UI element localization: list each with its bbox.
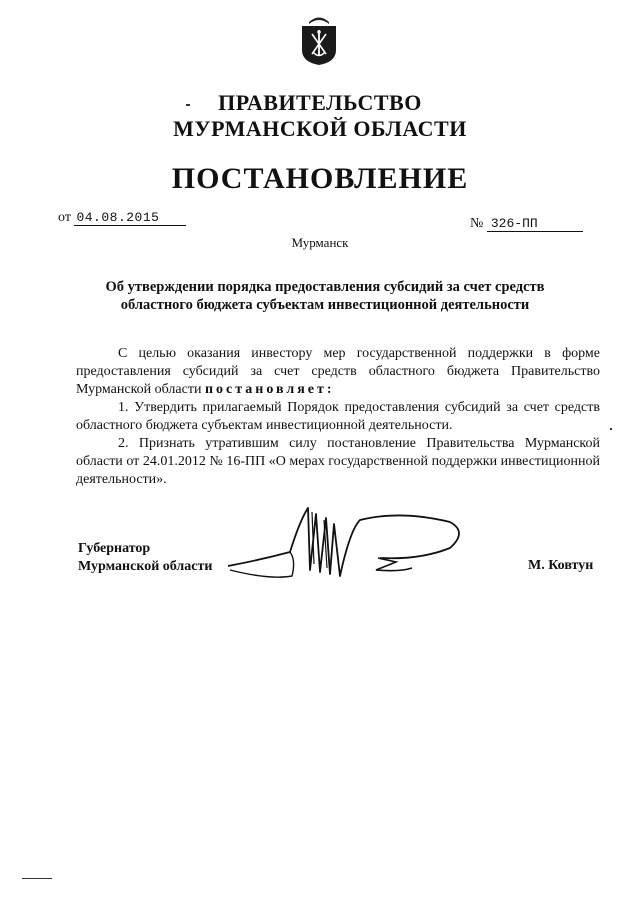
intro-paragraph: [76, 345, 600, 399]
signer-position-line2: Мурманской области: [78, 559, 213, 574]
number-label: №: [470, 216, 484, 231]
subject-line1: Об утверждении порядка предоставления субсидий за счет средств: [105, 279, 545, 295]
signer-name: М. Ковтун: [528, 558, 594, 573]
item-2: 2. Признать утратившим силу постановление Правительства Мурманской области от 24.01.2012 № 16-ПП «О мерах государственной поддержки инвестиционной деятельности».: [76, 436, 600, 487]
coat-of-arms-icon: [300, 14, 338, 66]
intro-text: С целью оказания инвестору мер государственной поддержки в форме предоставления субсидий за счет средств областного бюджета Правительство Мурманской области: [76, 346, 600, 397]
item-1: 1. Утвердить прилагаемый Порядок предоставления субсидий за счет средств областного бюджета субъектам инвестиционной деятельности.: [76, 400, 600, 433]
document-type-heading: ПОСТАНОВЛЕНИЕ: [171, 162, 469, 195]
signer-position-line1: Губернатор: [78, 541, 151, 556]
number-row: [470, 216, 583, 232]
government-title: [0, 90, 640, 142]
scan-mark: [610, 428, 612, 430]
document-body: [76, 345, 600, 489]
signer-position: [78, 540, 212, 576]
handwritten-signature: [200, 500, 480, 590]
scan-mark: [22, 878, 52, 879]
city: Мурманск: [291, 235, 349, 250]
resolves-word: постановляет:: [204, 382, 335, 397]
date-value: 04.08.2015: [74, 210, 186, 226]
subject-line2: областного бюджета субъектам инвестиционной деятельности: [120, 297, 530, 313]
document-subject: [90, 278, 560, 314]
government-title-line2: МУРМАНСКОЙ ОБЛАСТИ: [173, 116, 467, 141]
government-title-line1: ПРАВИТЕЛЬСТВО: [218, 90, 422, 115]
number-value: 326-ПП: [487, 216, 583, 232]
date-label: от: [58, 210, 71, 225]
scan-mark: [186, 104, 190, 106]
date-row: [58, 210, 186, 226]
